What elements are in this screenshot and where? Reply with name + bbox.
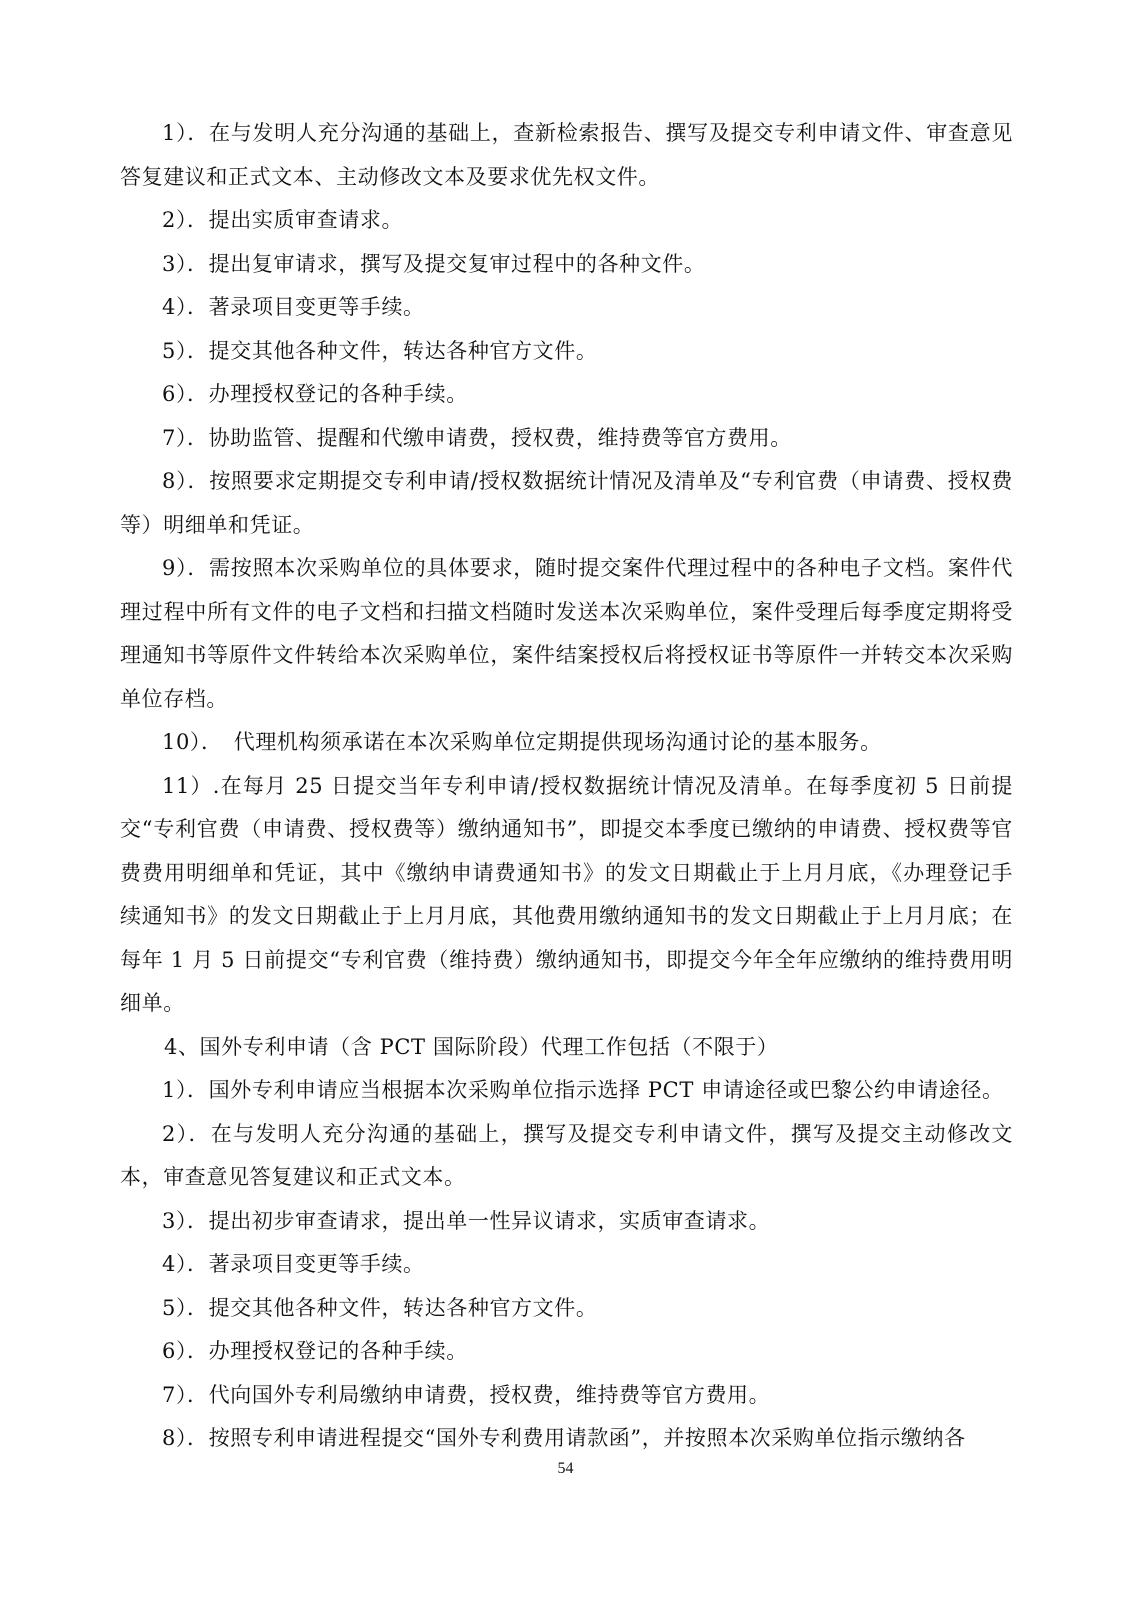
paragraph-20: 8）．按照专利申请进程提交“国外专利费用请款函”，并按照本次采购单位指示缴纳各 xyxy=(162,1426,966,1450)
paragraph-13: 1）．国外专利申请应当根据本次采购单位指示选择 PCT 申请途径或巴黎公约申请途径。 xyxy=(162,1078,1004,1102)
paragraph-8: 8）．按照要求定期提交专利申请/授权数据统计情况及清单及“专利官费（申请费、授权费等）明细单和凭证。 xyxy=(120,469,1013,537)
paragraph-11: 11）.在每月 25 日提交当年专利申请/授权数据统计情况及清单。在每季度初 5 日前提交“专利官费（申请费、授权费等）缴纳通知书”，即提交本季度已缴纳的申请费、授权费等官费费用明细单和凭证，其中《缴纳申请费通知书》的发文日期截止于上月月底，《办理登记手续通知书》的发文日期截止于上月月底，其他费用缴纳通知书的发文日期截止于上月月底；在每年 1 月 5 日前提交“专利官费（维持费）缴纳通知书，即提交今年全年应缴纳的维持费用明细单。 xyxy=(120,773,1013,1015)
paragraph-16: 4）．著录项目变更等手续。 xyxy=(162,1252,425,1276)
paragraph-15: 3）．提出初步审查请求，提出单一性异议请求，实质审查请求。 xyxy=(162,1208,771,1233)
paragraph-5: 5）．提交其他各种文件，转达各种官方文件。 xyxy=(162,338,598,363)
paragraph-10: 10）． 代理机构须承诺在本次采购单位定期提供现场沟通讨论的基本服务。 xyxy=(162,730,882,754)
section-heading-4: 4、国外专利申请（含 PCT 国际阶段）代理工作包括（不限于） xyxy=(164,1034,779,1059)
body-text xyxy=(120,112,1013,1461)
paragraph-2: 2）．提出实质审查请求。 xyxy=(162,208,404,232)
paragraph-9: 9）．需按照本次采购单位的具体要求，随时提交案件代理过程中的各种电子文档。案件代理过程中所有文件的电子文档和扫描文档随时发送本次采购单位，案件受理后每季度定期将受理通知书等原件文件转给本次采购单位，案件结案授权后将授权证书等原件一并转交本次采购单位存档。 xyxy=(120,556,1013,711)
paragraph-18: 6）．办理授权登记的各种手续。 xyxy=(162,1339,468,1363)
paragraph-7: 7）．协助监管、提醒和代缴申请费，授权费，维持费等官方费用。 xyxy=(162,425,792,450)
paragraph-6: 6）．办理授权登记的各种手续。 xyxy=(162,382,468,406)
paragraph-17: 5）．提交其他各种文件，转达各种官方文件。 xyxy=(162,1295,598,1320)
page-number: 54 xyxy=(557,1460,574,1477)
paragraph-1: 1）．在与发明人充分沟通的基础上，查新检索报告、撰写及提交专利申请文件、审查意见答复建议和正式文本、主动修改文本及要求优先权文件。 xyxy=(120,121,1013,189)
paragraph-4: 4）．著录项目变更等手续。 xyxy=(162,295,425,319)
paragraph-3: 3）．提出复审请求，撰写及提交复审过程中的各种文件。 xyxy=(162,251,706,276)
paragraph-14: 2）．在与发明人充分沟通的基础上，撰写及提交专利申请文件，撰写及提交主动修改文本，审查意见答复建议和正式文本。 xyxy=(120,1121,1013,1189)
paragraph-19: 7）．代向国外专利局缴纳申请费，授权费，维持费等官方费用。 xyxy=(162,1382,771,1407)
